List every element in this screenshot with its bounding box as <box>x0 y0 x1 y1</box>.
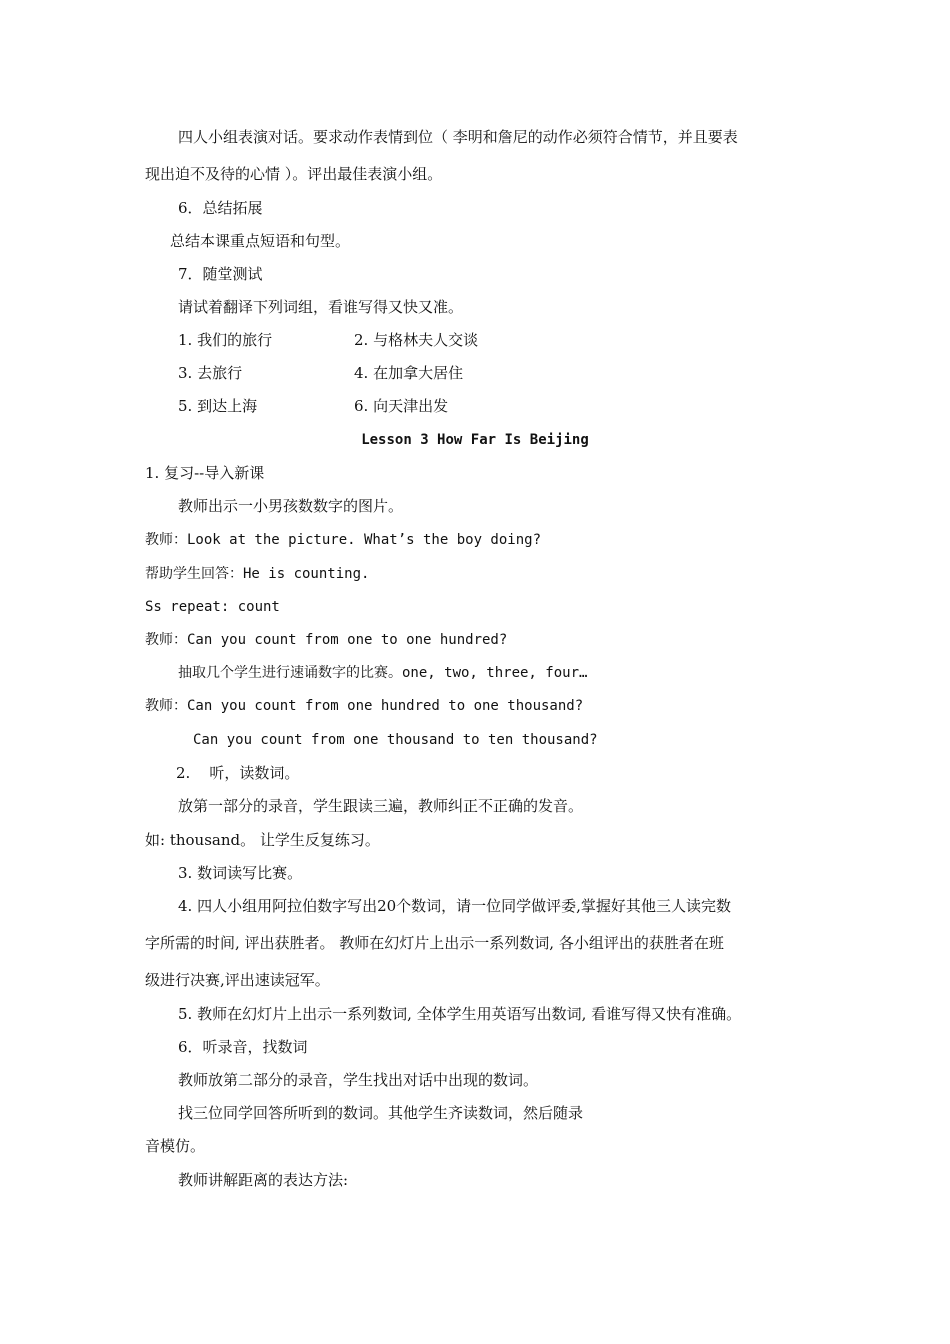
section-heading: 2. 听，读数词。 <box>176 764 300 782</box>
paragraph-line: 请试着翻译下列词组，看谁写得又快又准。 <box>178 298 464 316</box>
lesson-line: 级进行决赛,评出速读冠军。 <box>145 971 330 989</box>
paragraph-line: 四人小组表演对话。要求动作表情到位（ 李明和詹尼的动作必须符合情节，并且要表 <box>178 128 738 146</box>
lesson-line: 3. 数词读写比赛。 <box>178 864 303 882</box>
quiz-item: 4. 在加拿大居住 <box>354 364 464 382</box>
quiz-item: 2. 与格林夫人交谈 <box>354 331 479 349</box>
lesson-line: 帮助学生回答：He is counting. <box>145 566 370 582</box>
lesson-line: Ss repeat: count <box>145 599 280 615</box>
quiz-row <box>0 328 950 352</box>
lesson-line: 教师放第二部分的录音，学生找出对话中出现的数词。 <box>178 1071 539 1089</box>
paragraph-line: 现出迫不及待的心情 ）。评出最佳表演小组。 <box>145 165 443 183</box>
lesson-line: 抽取几个学生进行速诵数字的比赛。one, two, three, four… <box>178 665 588 681</box>
quiz-row <box>0 361 950 385</box>
lesson-line: 教师讲解距离的表达方法: <box>178 1171 349 1189</box>
section-heading: 7．随堂测试 <box>178 265 263 283</box>
lesson-line: 教师出示一小男孩数数字的图片。 <box>178 497 404 515</box>
quiz-item: 5. 到达上海 <box>178 397 258 415</box>
quiz-item: 1. 我们的旅行 <box>178 331 273 349</box>
lesson-line: 1. 复习--导入新课 <box>145 464 265 482</box>
lesson-line: 放第一部分的录音，学生跟读三遍，教师纠正不正确的发音。 <box>178 797 584 815</box>
paragraph-line: 总结本课重点短语和句型。 <box>170 232 351 250</box>
quiz-item: 6. 向天津出发 <box>354 397 449 415</box>
lesson-line: 4. 四人小组用阿拉伯数字写出20个数词，请一位同学做评委,掌握好其他三人读完数 <box>178 897 731 915</box>
lesson-line: 字所需的时间, 评出获胜者。 教师在幻灯片上出示一系列数词, 各小组评出的获胜者在班 <box>145 934 724 952</box>
section-heading: 6．听录音，找数词 <box>178 1038 308 1056</box>
lesson-line: 教师：Can you count from one hundred to one thousand? <box>145 698 584 714</box>
lesson-line: 找三位同学回答所听到的数词。其他学生齐读数词，然后随录 <box>178 1104 584 1122</box>
section-heading: 6．总结拓展 <box>178 199 263 217</box>
lesson-line: 如: thousand。 让学生反复练习。 <box>145 831 380 849</box>
lesson-line: Can you count from one thousand to ten thousand? <box>193 732 598 748</box>
lesson-line: 5. 教师在幻灯片上出示一系列数词, 全体学生用英语写出数词, 看谁写得又快有准确。 <box>178 1005 742 1023</box>
lesson-title: Lesson 3 How Far Is Beijing <box>361 432 589 448</box>
lesson-line: 教师：Look at the picture. What’s the boy doing? <box>145 532 542 548</box>
quiz-item: 3. 去旅行 <box>178 364 243 382</box>
lesson-line: 教师：Can you count from one to one hundred? <box>145 632 508 648</box>
lesson-line: 音模仿。 <box>145 1137 206 1155</box>
quiz-row <box>0 394 950 418</box>
